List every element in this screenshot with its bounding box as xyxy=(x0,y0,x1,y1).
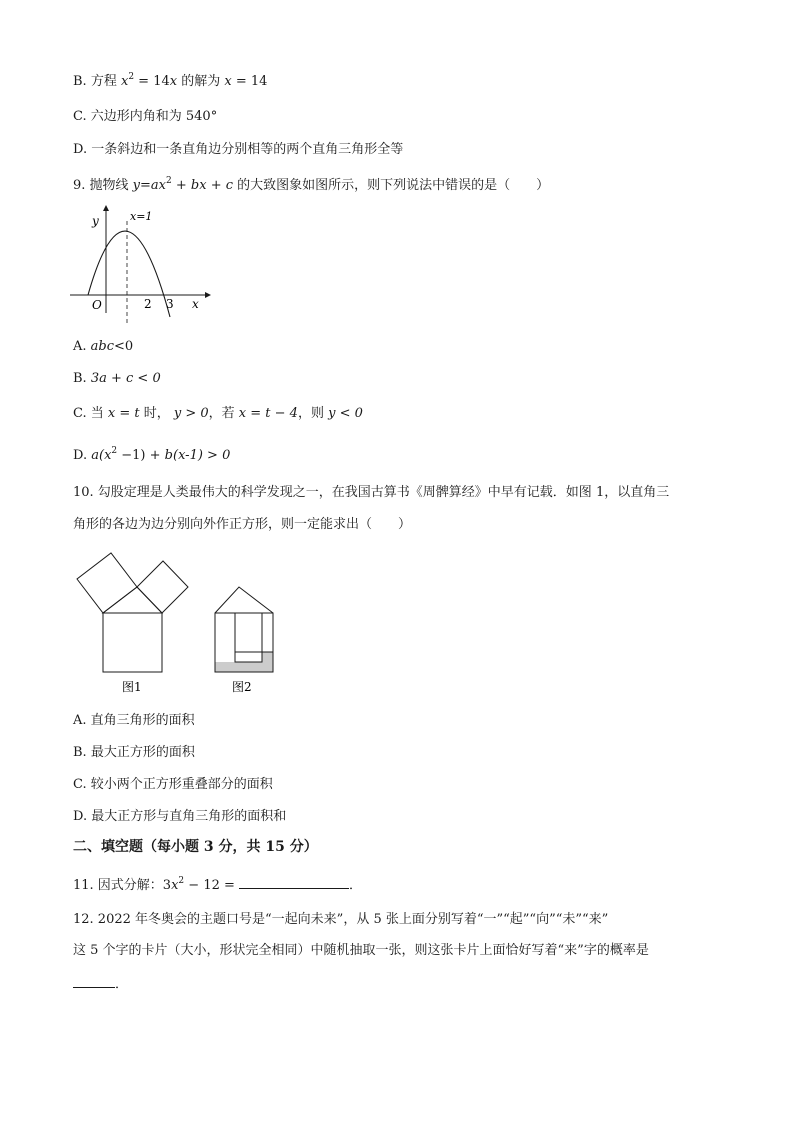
q10-option-c: C. 较小两个正方形重叠部分的面积 xyxy=(73,777,273,792)
q9-option-b: B. 3a + c < 0 xyxy=(73,371,161,386)
q8-option-d: D. 一条斜边和一条直角边分别相等的两个直角三角形全等 xyxy=(73,142,404,157)
triangle-roof xyxy=(215,587,273,613)
q8-option-b: B. 方程 $x^2 = 14x$ 的解为 x = 14 xyxy=(73,72,268,89)
q10-option-b: B. 最大正方形的面积 xyxy=(73,745,195,760)
y-axis-arrow xyxy=(103,205,109,211)
x-axis-arrow xyxy=(205,292,211,298)
medium-square xyxy=(235,613,273,652)
section-2-title: 二、填空题（每小题 3 分，共 15 分） xyxy=(73,839,318,855)
shaded-region-2 xyxy=(262,652,273,662)
figure-2 xyxy=(210,580,280,700)
q8-option-c: C. 六边形内角和为 540° xyxy=(73,109,218,124)
q9-option-a: A. abc<0 xyxy=(73,339,134,354)
q11: 11. 因式分解：$3x^2 - 12$ = ． xyxy=(73,876,363,893)
q10-stem-line-1: 10. 勾股定理是人类最伟大的科学发现之一，在我国古算书《周髀算经》中早有记载．如图 1，以直角三 xyxy=(73,485,670,500)
hypotenuse-square xyxy=(103,613,162,672)
q11-answer-blank[interactable] xyxy=(239,874,349,889)
x-axis-label: x xyxy=(192,297,199,311)
origin-label: O xyxy=(92,298,102,312)
q9-option-d: D. $a(x^2 -1) + b(x-1) > 0$ xyxy=(73,446,231,463)
q12-line-2: 这 5 个字的卡片（大小，形状完全相同）中随机抽取一张，则这张卡片上面恰好写着“来”字的概率是 xyxy=(73,943,649,958)
parabola-graph xyxy=(70,205,210,315)
right-leg-square xyxy=(137,561,188,613)
shaded-region xyxy=(215,662,273,672)
tick-label-2: 2 xyxy=(144,297,152,311)
q9-option-c: C. 当 x = t 时， y > 0，若 x = t − 4，则 y < 0 xyxy=(73,406,363,421)
tick-label-3: 3 xyxy=(166,297,174,311)
q9-stem: 9. 抛物线 $y=ax^2$ + bx + c 的大致图象如图所示，则下列说法中错误的是（ ） xyxy=(73,176,550,193)
q12-line-1: 12. 2022 年冬奥会的主题口号是“一起向未来”，从 5 张上面分别写着“一”“起”“向”“未”“来” xyxy=(73,912,609,927)
q12-line-3: ． xyxy=(73,973,128,994)
q10-stem-line-2: 角形的各边为边分别向外作正方形，则一定能求出（ ） xyxy=(73,517,412,532)
small-square xyxy=(235,613,262,662)
figure-2-label: 图2 xyxy=(232,680,252,694)
y-axis-label: y xyxy=(92,214,99,228)
figure-1 xyxy=(70,560,200,700)
q10-option-d: D. 最大正方形与直角三角形的面积和 xyxy=(73,809,287,824)
figure-1-label: 图1 xyxy=(122,680,142,694)
q12-answer-blank[interactable] xyxy=(73,973,115,988)
symmetry-axis-label: x=1 xyxy=(130,210,153,223)
left-leg-square xyxy=(77,553,137,613)
q10-option-a: A. 直角三角形的面积 xyxy=(73,713,195,728)
